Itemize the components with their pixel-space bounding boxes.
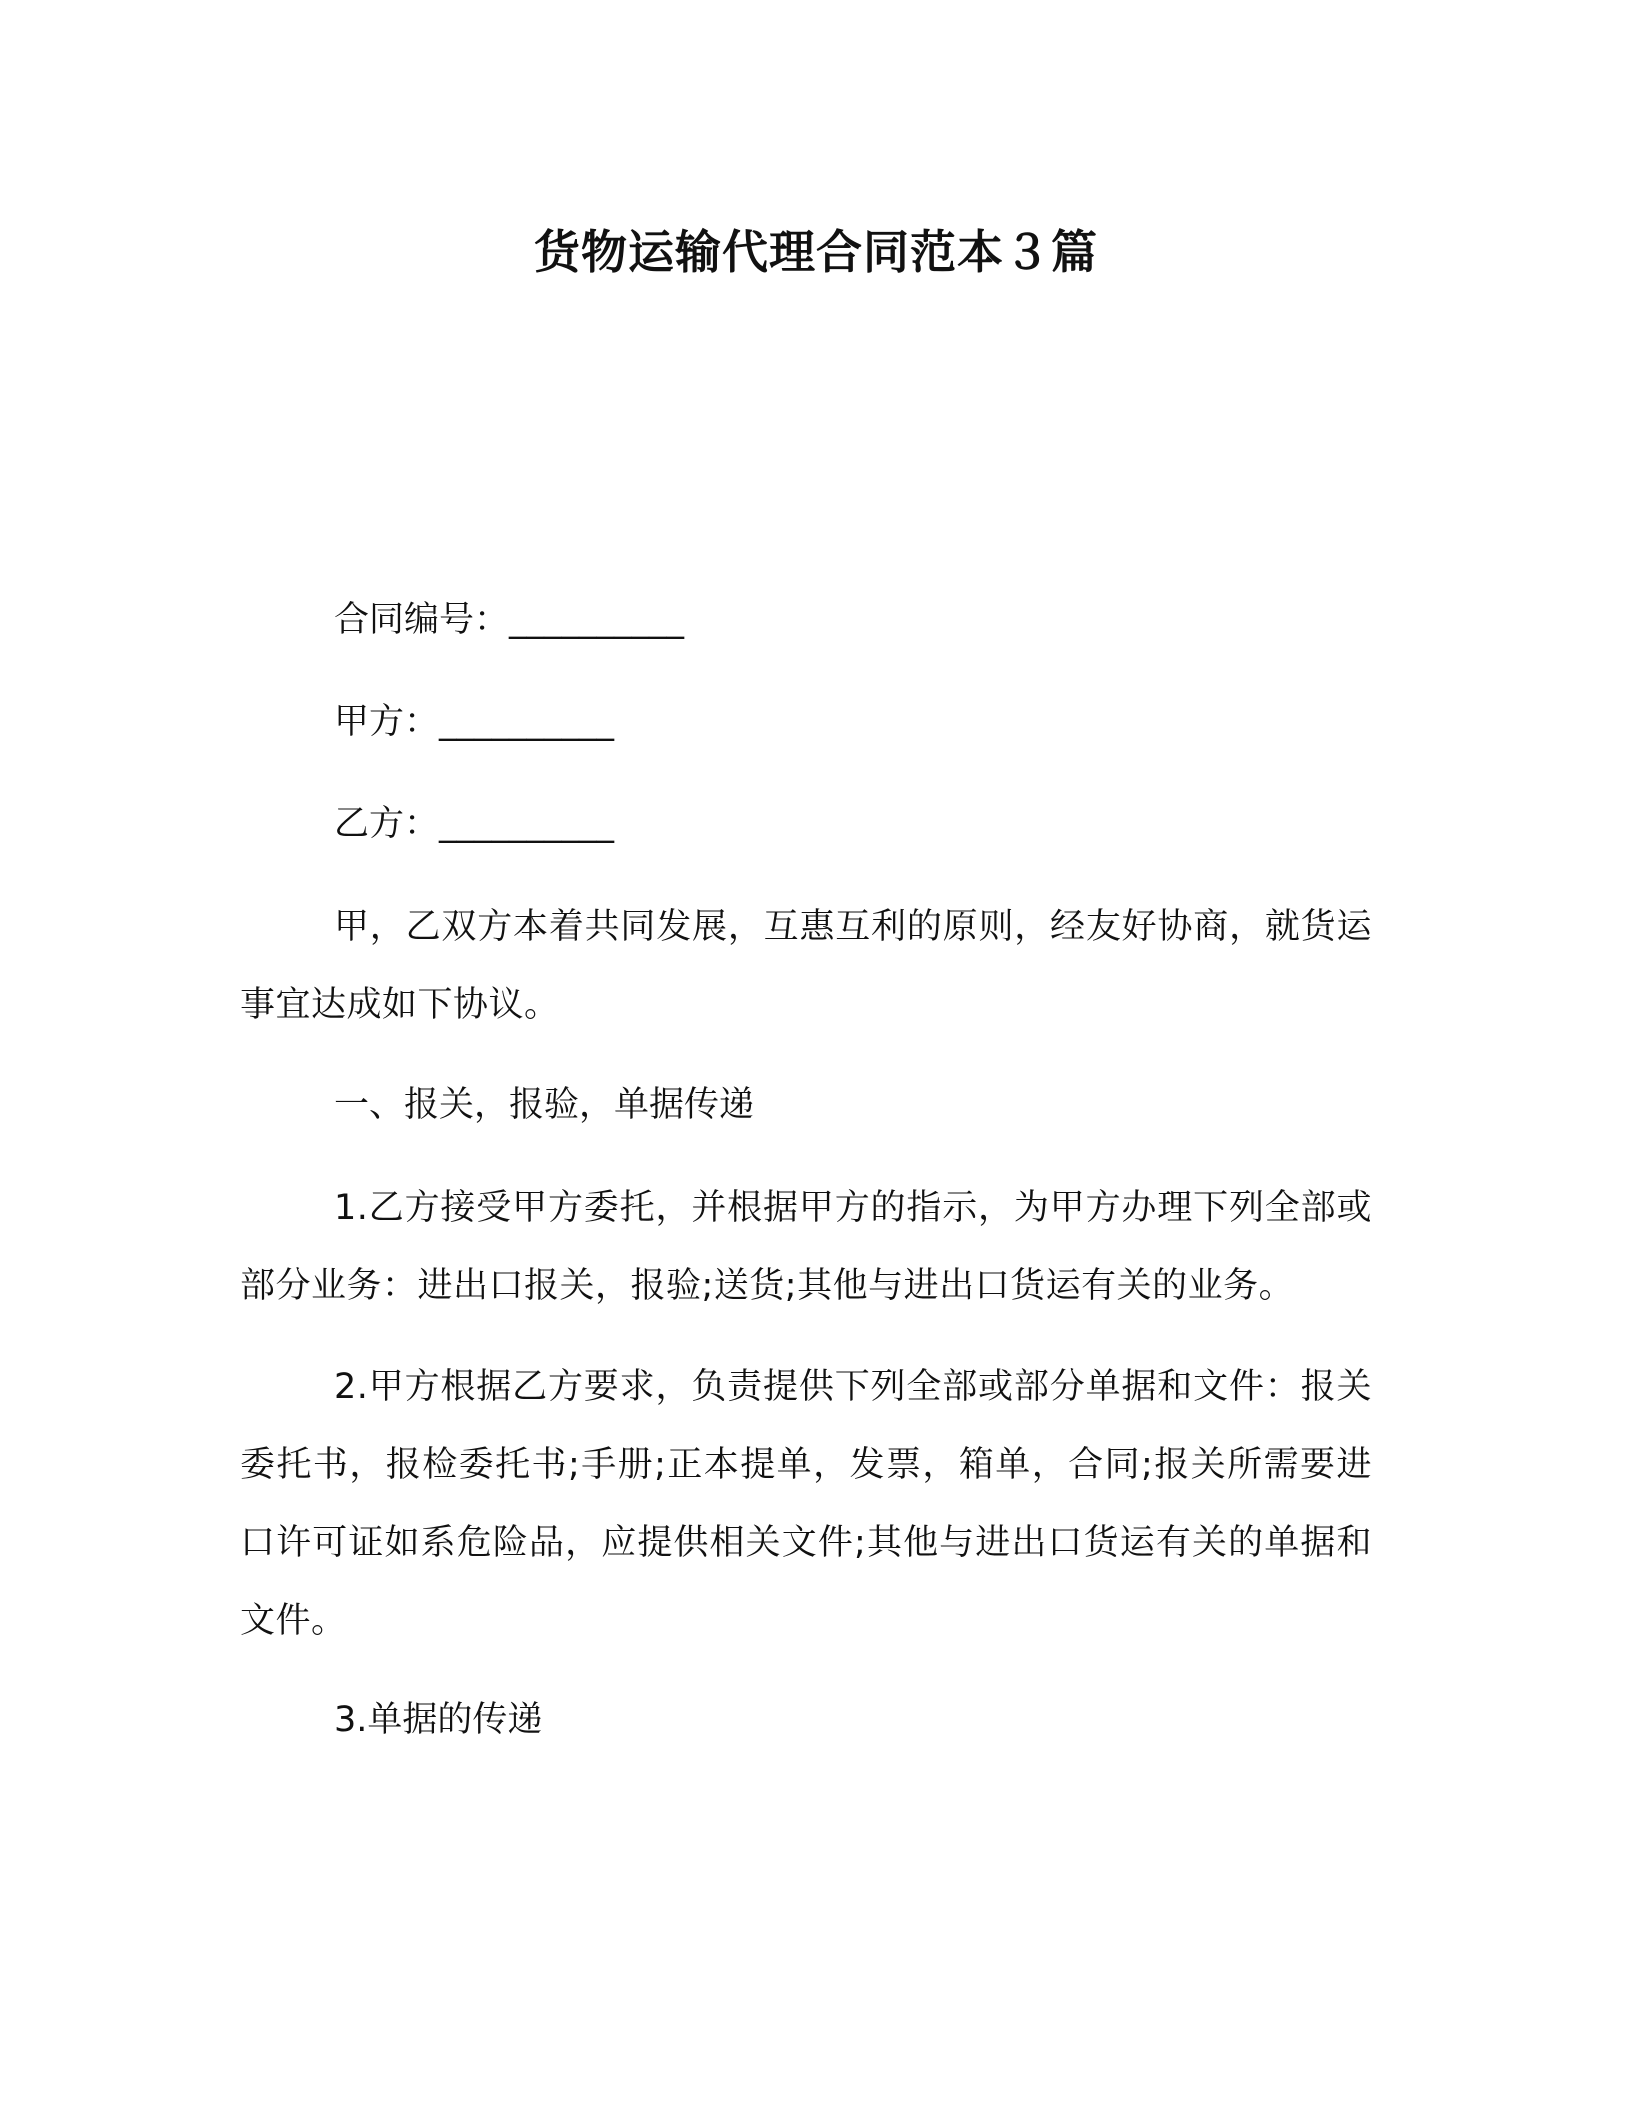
section-heading: 一、报关，报验，单据传递 bbox=[334, 1085, 755, 1125]
document-title: 货物运输代理合同范本３篇 bbox=[534, 225, 1098, 279]
contract-number-field: 合同编号：__________ bbox=[334, 600, 685, 640]
party-a-field: 甲方：__________ bbox=[334, 702, 615, 742]
clause-2-paragraph bbox=[240, 1348, 1372, 1660]
clause-1-paragraph bbox=[240, 1169, 1372, 1325]
party-b-field: 乙方：__________ bbox=[334, 804, 615, 844]
clause-3-heading: 3.单据的传递 bbox=[334, 1700, 543, 1740]
clause-2-text: 2.甲方根据乙方要求，负责提供下列全部或部分单据和文件：报关委托书，报检委托书;手册;正本提单，发票，箱单，合同;报关所需要进口许可证如系危险品，应提供相关文件;其他与进出口货运有关的单据和文件。 bbox=[240, 1367, 1372, 1641]
clause-1-text: 1.乙方接受甲方委托，并根据甲方的指示，为甲方办理下列全部或部分业务：进出口报关，报验;送货;其他与进出口货运有关的业务。 bbox=[240, 1188, 1372, 1306]
intro-paragraph bbox=[240, 888, 1372, 1044]
intro-text: 甲，乙双方本着共同发展，互惠互利的原则，经友好协商，就货运事宜达成如下协议。 bbox=[240, 907, 1372, 1025]
